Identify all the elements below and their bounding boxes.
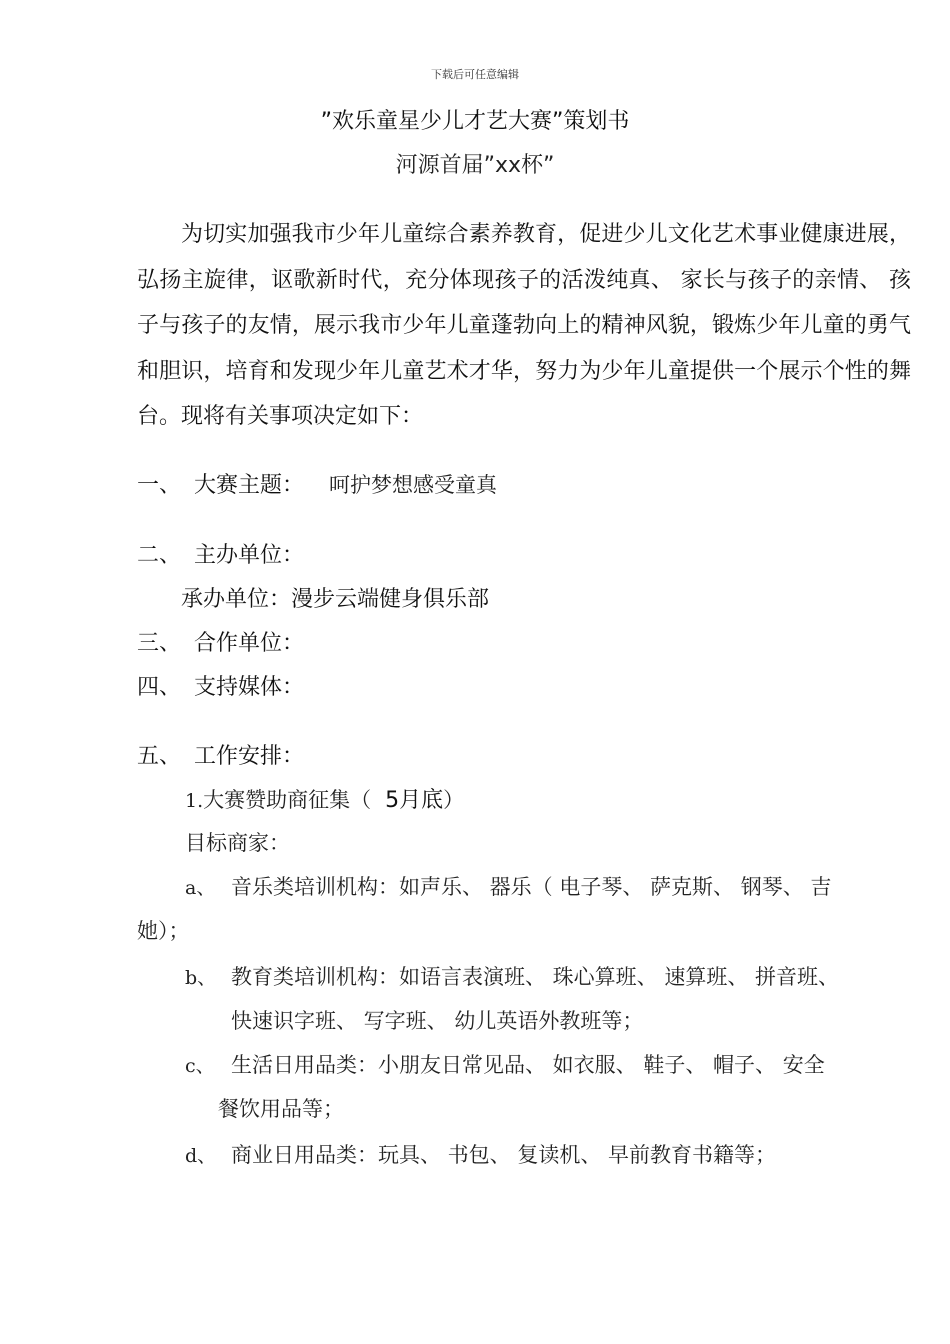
list-item-c-text: 生活日用品类：小朋友日常见品、 如衣服、 鞋子、 帽子、 安全: [231, 1053, 825, 1077]
section-4-number: 四、: [137, 675, 182, 700]
list-item-c: [185, 1049, 825, 1079]
list-item-b-continued: 快速识字班、 写字班、 幼儿英语外教班等；: [231, 1009, 644, 1033]
section-2-label: 主办单位：: [194, 543, 305, 568]
section-2-number: 二、: [137, 543, 182, 568]
section-3-label: 合作单位：: [194, 631, 305, 656]
list-item-c-continued: 餐饮用品等；: [218, 1097, 344, 1121]
list-item-a-mark: a、: [185, 877, 216, 899]
target-merchants-label: 目标商家：: [185, 831, 290, 855]
section-2-sub: 承办单位：漫步云端健身俱乐部: [181, 587, 490, 612]
list-item-a-continued: 她）；: [137, 919, 190, 943]
work-item-1-close: ）: [443, 788, 465, 812]
document-title: ”欢乐童星少儿才艺大赛”策划书: [320, 109, 630, 134]
list-item-d-mark: d、: [185, 1145, 217, 1167]
work-item-1-number: 1.: [185, 790, 204, 812]
section-3: [137, 626, 304, 657]
work-item-1-text: 大赛赞助商征集（: [203, 788, 372, 812]
list-item-d-text: 商业日用品类：玩具、 书包、 复读机、 早前教育书籍等；: [231, 1143, 777, 1167]
section-1-number: 一、: [137, 473, 182, 498]
intro-paragraph: 为切实加强我市少年儿童综合素养教育，促进少儿文化艺术事业健康进展，弘扬主旋律，讴歌新时代，充分体现孩子的活泼纯真、 家长与孩子的亲情、 孩子与孩子的友情，展示我市少年儿童蓬勃向上的精神风貌，锻炼少年儿童的勇气和胆识，培育和发现少年儿童艺术才华，努力为少年儿童提供一个展示个性的舞台。现将有关事项决定如下：: [137, 222, 911, 429]
section-5-number: 五、: [137, 744, 182, 769]
list-item-b: [185, 961, 839, 991]
list-item-a-text: 音乐类培训机构：如声乐、 器乐（ 电子琴、 萨克斯、 钢琴、 吉: [231, 875, 832, 899]
work-item-1: [185, 783, 464, 814]
section-4: [137, 670, 304, 701]
section-4-label: 支持媒体：: [194, 675, 305, 700]
list-item-b-text: 教育类培训机构：如语言表演班、 珠心算班、 速算班、 拼音班、: [231, 965, 840, 989]
list-item-b-mark: b、: [185, 967, 217, 989]
section-1-value: 呵护梦想感受童真: [329, 473, 498, 497]
list-item-c-mark: c、: [185, 1055, 215, 1077]
list-item-a: [185, 871, 831, 901]
work-item-1-date: 5月底: [385, 788, 444, 813]
list-item-d: [185, 1139, 776, 1169]
section-5: [137, 739, 304, 770]
section-1: [137, 468, 497, 499]
section-1-label: 大赛主题：: [194, 473, 305, 498]
document-subtitle: 河源首届”xx杯”: [395, 153, 555, 178]
section-5-label: 工作安排：: [194, 744, 305, 769]
header-note: 下载后可任意编辑: [431, 68, 519, 81]
section-3-number: 三、: [137, 631, 182, 656]
section-2: [137, 538, 304, 569]
